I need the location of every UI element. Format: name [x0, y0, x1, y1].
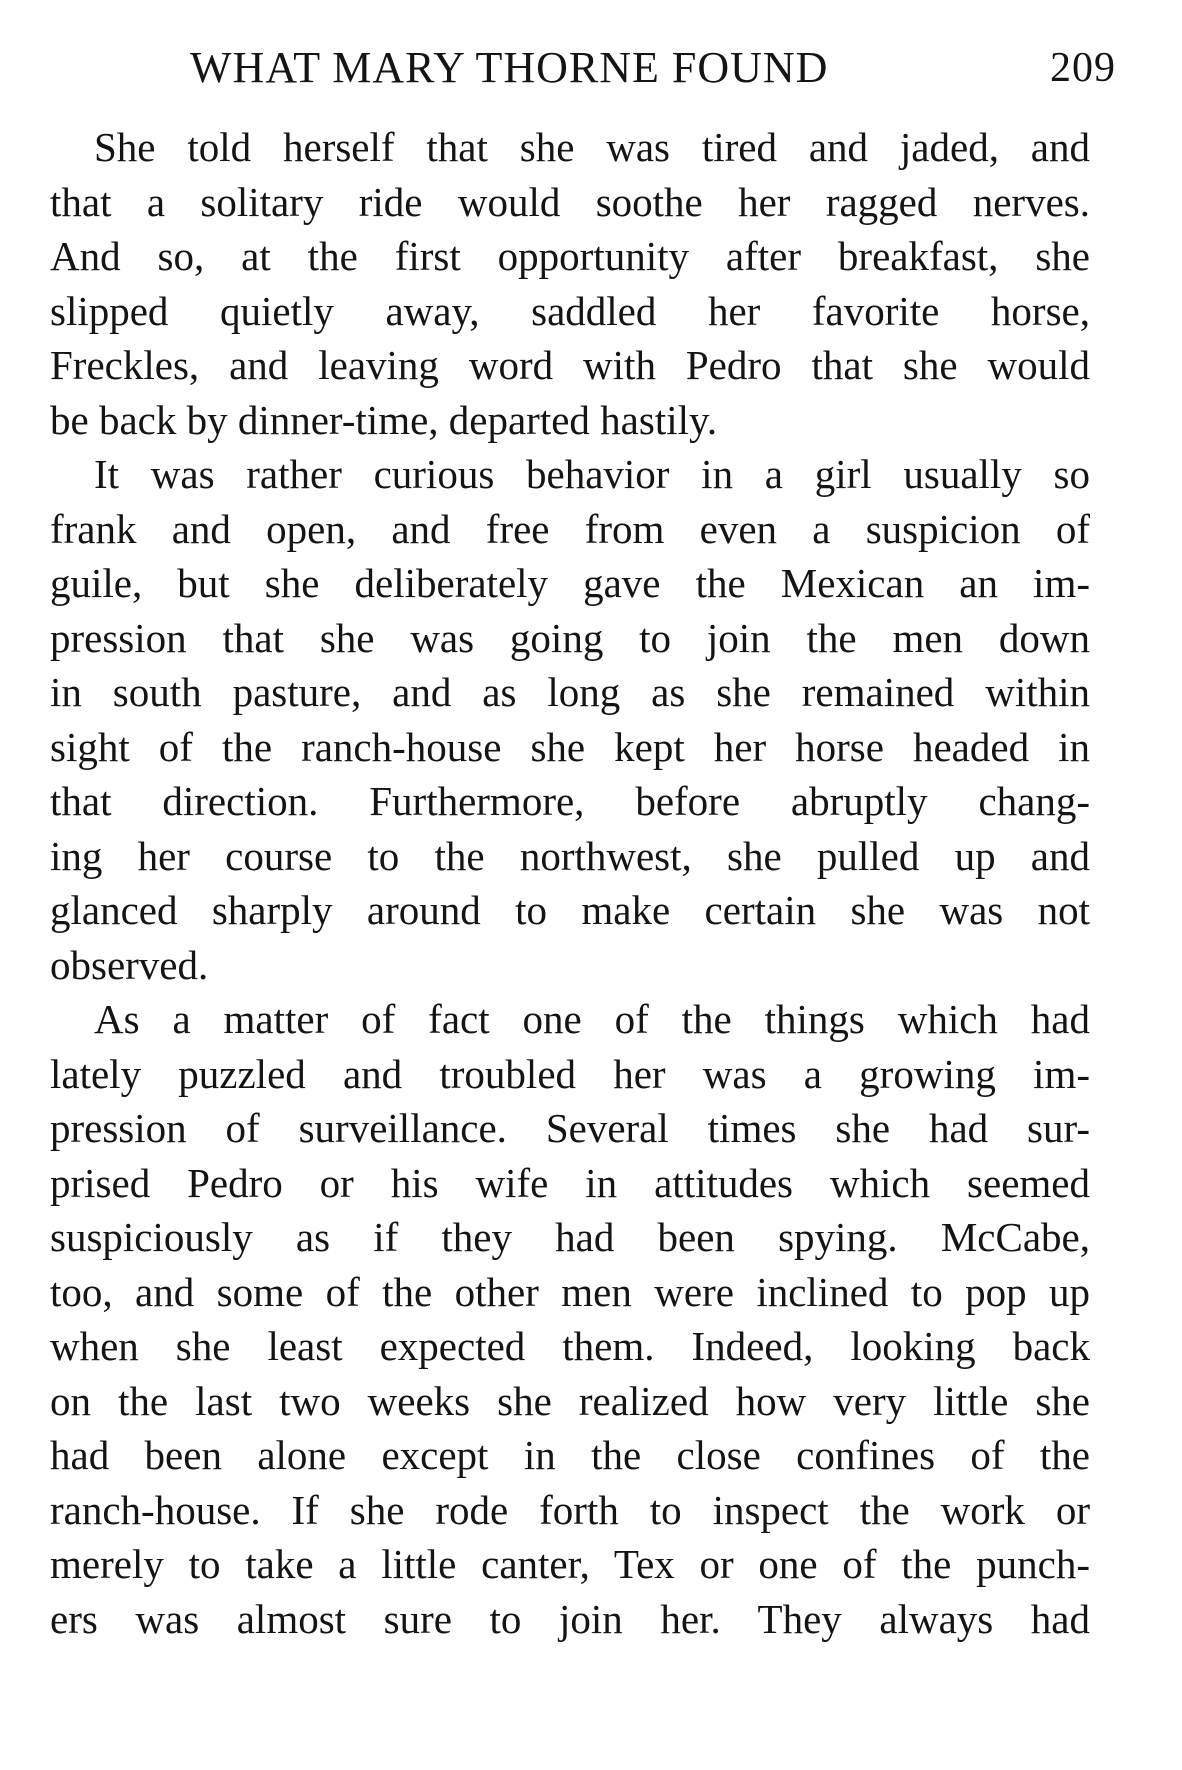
text-line: when she least expected them. Indeed, looking back	[50, 1323, 1090, 1369]
text-line: ers was almost sure to join her. They always had	[50, 1595, 1090, 1642]
text-line: merely to take a little canter, Tex or one of the punch-	[50, 1541, 1090, 1587]
text-line: It was rather curious behavior in a girl usually so	[94, 451, 1090, 497]
paragraph	[50, 447, 1090, 992]
text-line: on the last two weeks she realized how very little she	[50, 1377, 1090, 1424]
text-line: lately puzzled and troubled her was a growing im-	[50, 1050, 1090, 1097]
text-line: And so, at the first opportunity after breakfast, she	[50, 233, 1090, 279]
text-line: Freckles, and leaving word with Pedro that she would	[50, 342, 1090, 388]
text-line: that direction. Furthermore, before abruptly chang-	[50, 778, 1090, 824]
text-line: slipped quietly away, saddled her favorite horse,	[50, 287, 1090, 334]
text-line: sight of the ranch-house she kept her horse headed in	[50, 723, 1090, 770]
running-title: WHAT MARY THORNE FOUND	[190, 43, 829, 92]
text-line: too, and some of the other men were inclined to pop up	[50, 1268, 1090, 1315]
body-text	[50, 120, 1090, 1646]
text-line: observed.	[50, 941, 209, 988]
text-line: frank and open, and free from even a suspicion of	[50, 505, 1090, 552]
text-line: ing her course to the northwest, she pulled up and	[50, 832, 1090, 879]
text-line: She told herself that she was tired and jaded, and	[94, 124, 1090, 170]
paragraph	[50, 120, 1090, 447]
text-line: be back by dinner-time, departed hastily.	[50, 396, 718, 443]
text-line: ranch-house. If she rode forth to inspect the work or	[50, 1486, 1090, 1533]
text-line: suspiciously as if they had been spying. McCabe,	[50, 1214, 1090, 1260]
text-line: pression that she was going to join the men down	[50, 614, 1090, 661]
text-line: in south pasture, and as long as she remained within	[50, 669, 1090, 715]
text-line: guile, but she deliberately gave the Mexican an im-	[50, 560, 1090, 606]
text-line: glanced sharply around to make certain she was not	[50, 887, 1090, 933]
paragraph	[50, 992, 1090, 1646]
running-header	[190, 38, 1116, 98]
text-line: that a solitary ride would soothe her ragged nerves.	[50, 178, 1090, 225]
text-line: pression of surveillance. Several times she had sur-	[50, 1105, 1090, 1151]
text-line: prised Pedro or his wife in attitudes which seemed	[50, 1159, 1090, 1206]
text-line: As a matter of fact one of the things which had	[94, 996, 1090, 1042]
text-line: had been alone except in the close confines of the	[50, 1432, 1090, 1478]
page-number: 209	[1050, 45, 1116, 91]
